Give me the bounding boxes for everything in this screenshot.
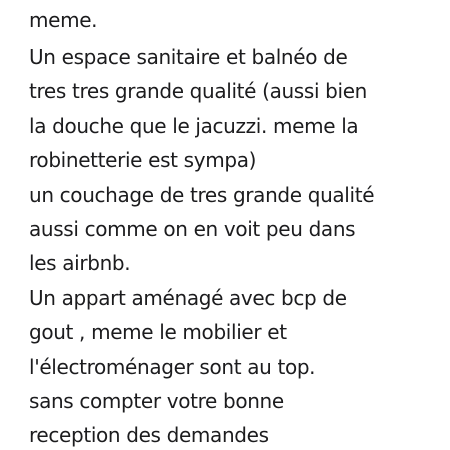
text-line: reception des demandes bbox=[29, 423, 269, 448]
text-line: aussi comme on en voit peu dans bbox=[29, 216, 356, 241]
text-line: l'électroménager sont au top. bbox=[29, 354, 316, 379]
text-line: gout , meme le mobilier et bbox=[29, 320, 287, 345]
text-line: robinetterie est sympa) bbox=[29, 148, 257, 173]
text-line: tres tres grande qualité (aussi bien bbox=[29, 79, 367, 104]
text-line: les airbnb. bbox=[29, 251, 131, 276]
text-line: Un appart aménagé avec bcp de bbox=[29, 285, 347, 310]
text-line: meme. bbox=[29, 8, 98, 32]
note-text-view[interactable] bbox=[29, 0, 447, 450]
text-line: un couchage de tres grande qualité bbox=[29, 182, 375, 207]
text-line: sans compter votre bonne bbox=[29, 388, 284, 413]
text-line: la douche que le jacuzzi. meme la bbox=[29, 113, 359, 138]
text-line: Un espace sanitaire et balnéo de bbox=[29, 45, 348, 69]
